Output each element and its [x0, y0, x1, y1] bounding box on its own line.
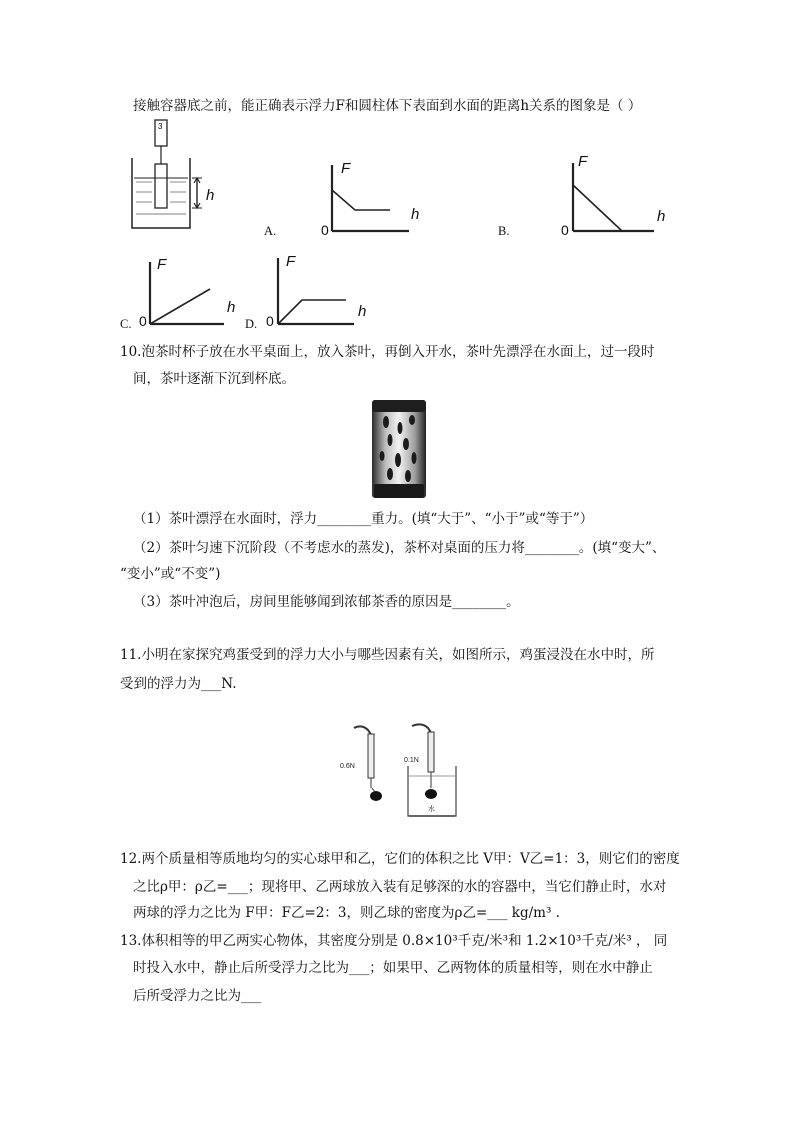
q12-line2: 之比ρ甲：ρ乙=___；现将甲、乙两球放入装有足够深的水的容器中，当它们静止时，水对: [133, 879, 667, 895]
q12-line1: 12.两个质量相等质地均匀的实心球甲和乙，它们的体积之比 V甲：V乙=1：3，则它们的密度: [120, 851, 680, 867]
option-c-h-label: h: [227, 299, 236, 316]
water-label: 水: [428, 805, 435, 813]
q10-sub1: （1）茶叶漂浮在水面时，浮力________重力。(填“大于”、“小于”或“等于”）: [133, 511, 594, 527]
q10-sub2-line1: （2）茶叶匀速下沉阶段（不考虑水的蒸发)，茶杯对桌面的压力将________。(填“变大”、: [133, 540, 666, 556]
option-c-origin: 0: [139, 313, 147, 329]
option-c-f-label: F: [157, 256, 167, 273]
option-c-letter: C.: [120, 317, 132, 331]
option-b-f-label: F: [578, 153, 588, 170]
q10-stem-line1: 10.泡茶时杯子放在水平桌面上，放入茶叶，再倒入开水，茶叶先漂浮在水面上，过一段时: [120, 344, 655, 360]
q10-sub3: （3）茶叶冲泡后，房间里能够闻到浓郁茶香的原因是________。: [133, 594, 520, 610]
option-a-h-label: h: [411, 206, 420, 223]
q10-sub2-line2: “变小”或“不变”): [120, 566, 221, 582]
option-d-letter: D.: [245, 317, 258, 331]
q13-line3: 后所受浮力之比为___: [133, 988, 262, 1004]
q13-line1: 13.体积相等的甲乙两实心物体，其密度分别是 0.8×10³千克/米³和 1.2×10³千克/米³ ， 同: [120, 933, 668, 949]
option-a-graph: [321, 155, 422, 238]
q13-line2: 时投入水中，静止后所受浮力之比为___；如果甲、乙两物体的质量相等，则在水中静止: [133, 960, 653, 976]
option-d-h-label: h: [358, 303, 367, 320]
left-reading: 0.6N: [340, 763, 355, 770]
option-c-graph: [140, 252, 240, 327]
option-b-letter: B.: [498, 224, 510, 238]
option-a-letter: A.: [264, 224, 277, 238]
option-b-origin: 0: [561, 222, 569, 238]
egg-experiment-figure: [338, 722, 458, 820]
option-d-origin: 0: [266, 313, 274, 329]
q9-apparatus-figure: [128, 118, 228, 233]
tea-glass-image: [370, 398, 428, 500]
scale-mark-text: 3: [158, 122, 163, 131]
option-a-f-label: F: [341, 160, 351, 177]
option-d-graph: [266, 250, 376, 328]
depth-h-label: h: [206, 187, 215, 204]
right-reading: 0.1N: [404, 757, 419, 764]
q11-stem-line1: 11.小明在家探究鸡蛋受到的浮力大小与哪些因素有关，如图所示，鸡蛋浸没在水中时，所: [120, 647, 655, 663]
q9-stem: 接触容器底之前，能正确表示浮力F和圆柱体下表面到水面的距离h关系的图象是（ ）: [133, 98, 642, 114]
q12-line3: 两球的浮力之比为 F甲：F乙=2：3，则乙球的密度为ρ乙=___ kg/m³ .: [133, 905, 560, 921]
option-b-graph: [561, 153, 672, 238]
option-b-h-label: h: [657, 208, 666, 225]
q10-stem-line2: 间，茶叶逐渐下沉到杯底。: [133, 371, 295, 387]
q11-stem-line2: 受到的浮力为___N.: [120, 676, 237, 692]
option-a-origin: 0: [321, 222, 329, 238]
option-d-f-label: F: [286, 253, 296, 270]
